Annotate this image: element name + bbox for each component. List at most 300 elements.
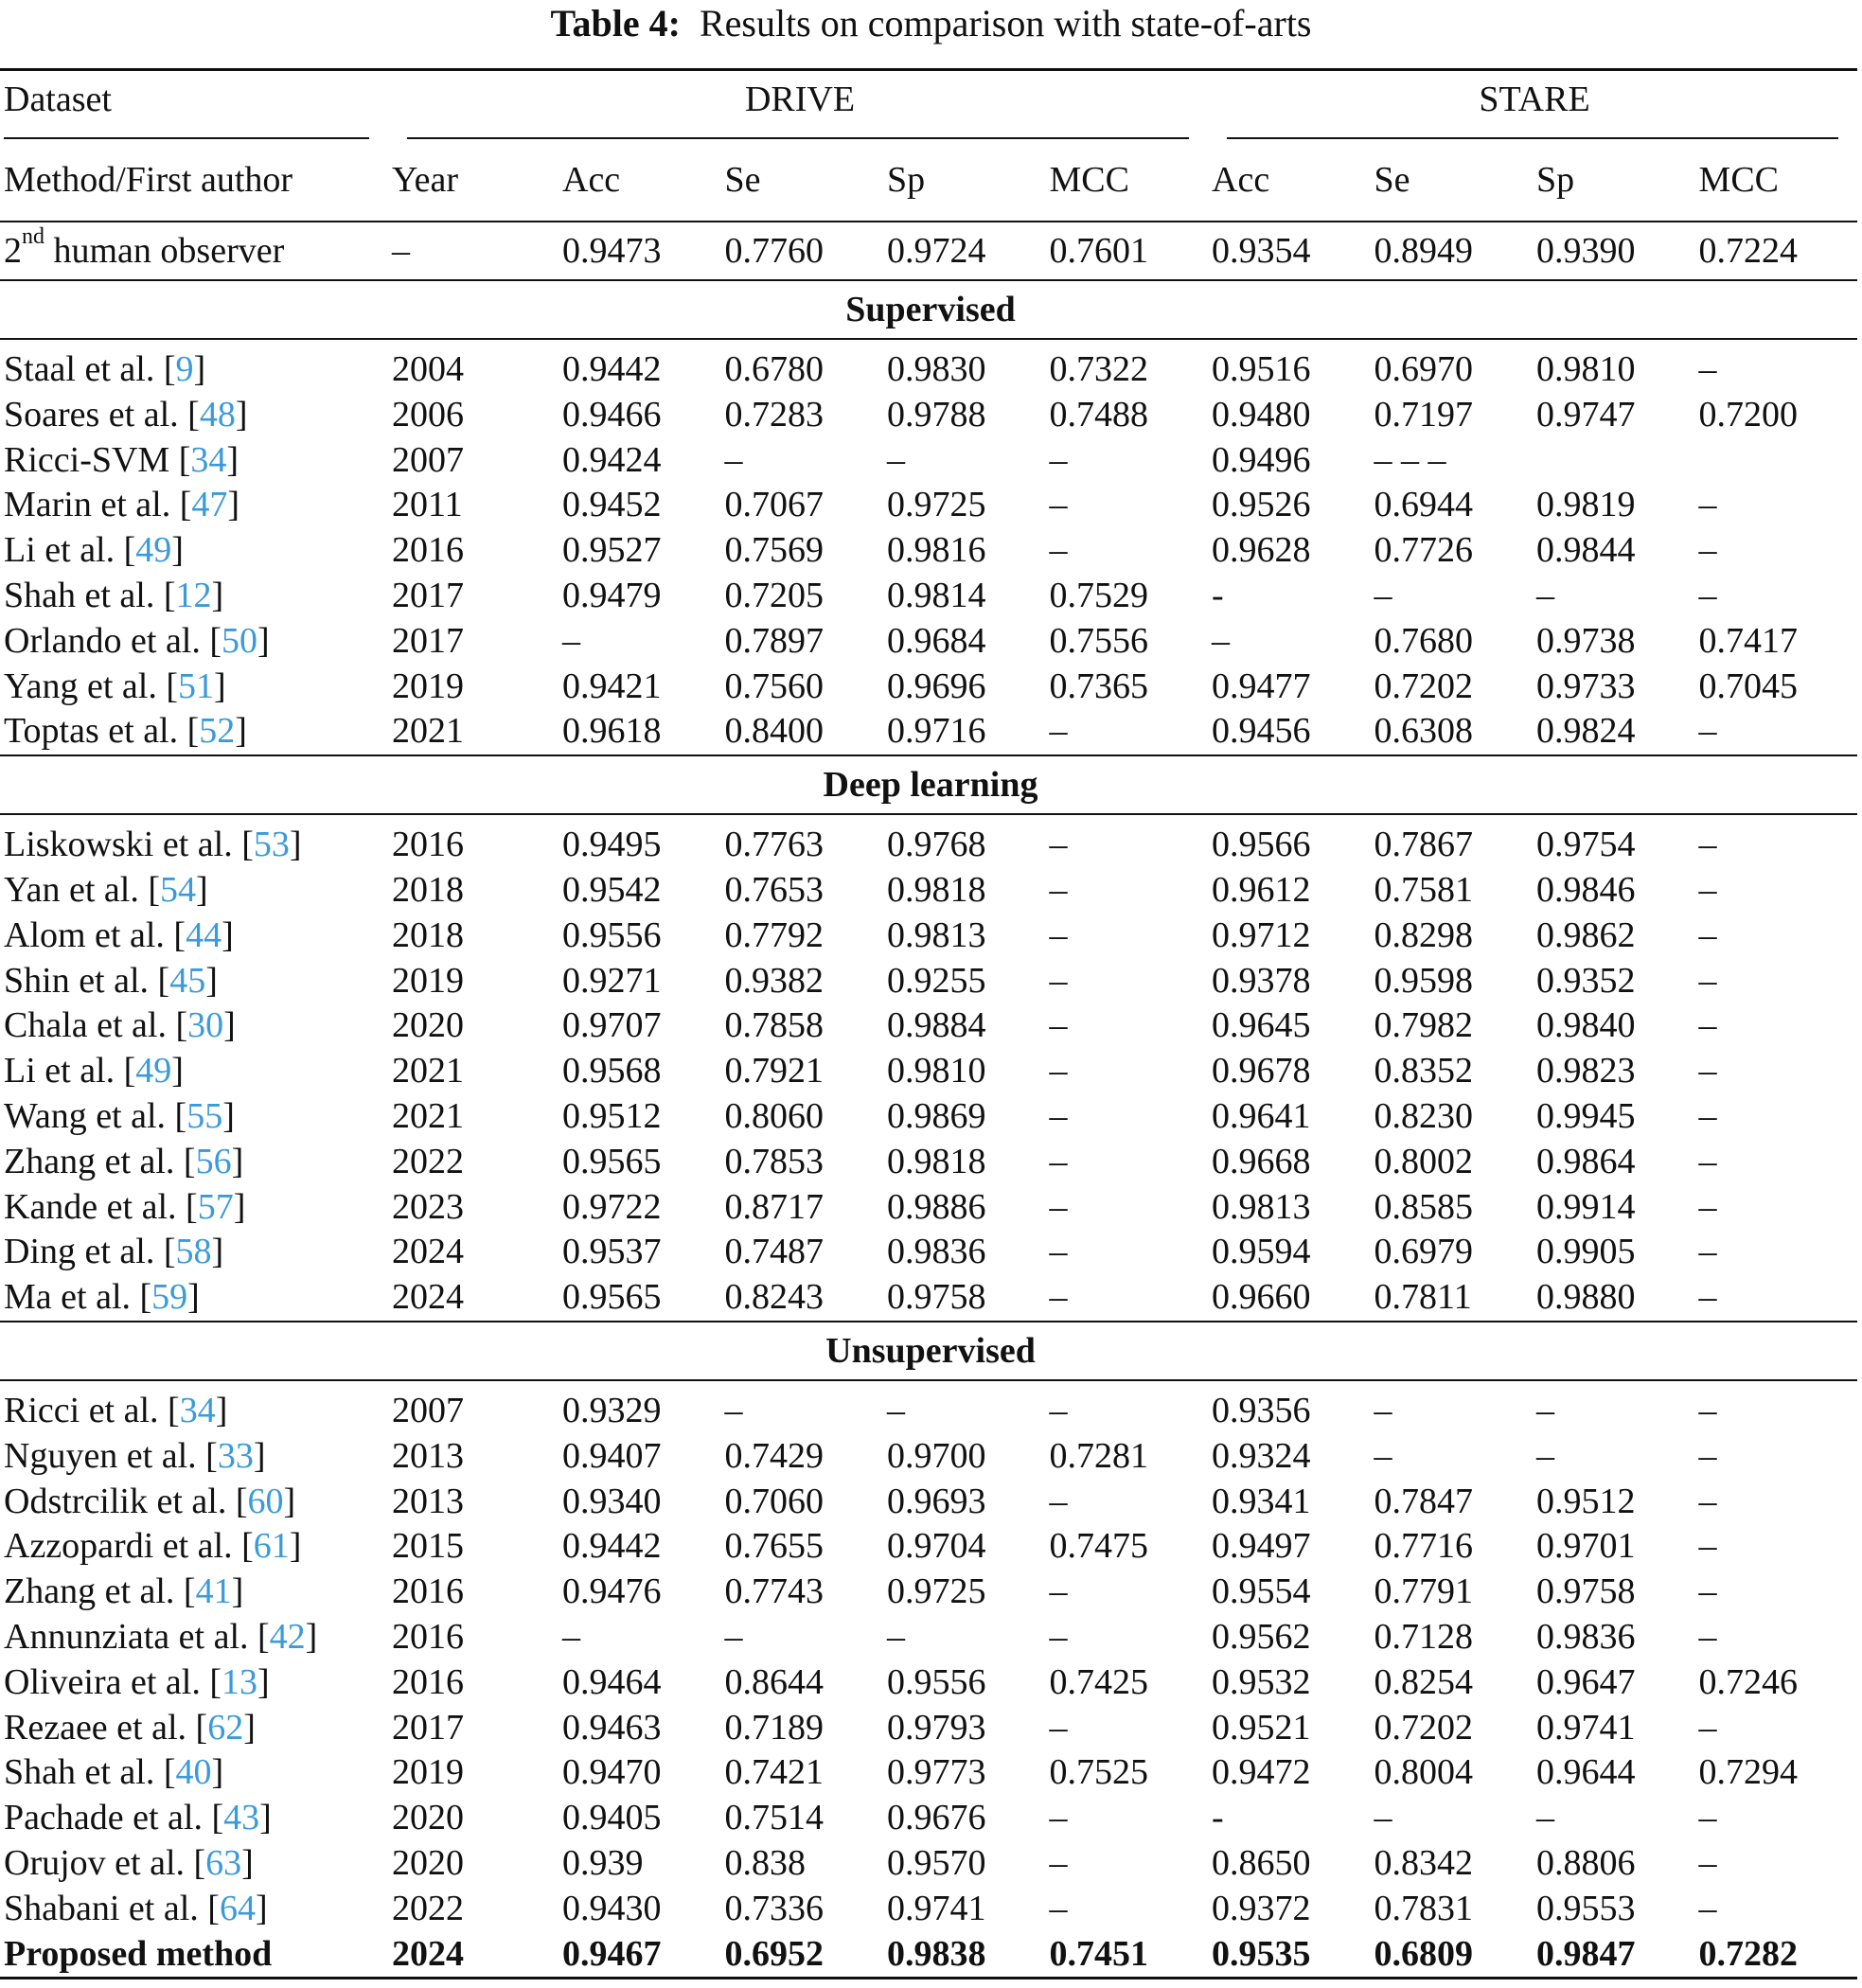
author-cell: Soares et al. [48] (4, 394, 248, 435)
reference-link[interactable]: 49 (135, 1051, 172, 1092)
value-cell: 0.7897 (724, 620, 824, 661)
metric-header: Acc (562, 160, 621, 200)
value-cell: 0.9516 (1208, 339, 1371, 393)
value-cell: 0.8585 (1374, 1186, 1474, 1227)
year-cell: 2013 (392, 1435, 464, 1476)
value-cell: 0.9693 (887, 1481, 986, 1521)
year-cell: 2021 (392, 1051, 464, 1092)
value-cell: 0.9700 (887, 1435, 986, 1476)
reference-link[interactable]: 57 (197, 1186, 234, 1227)
value-cell: 0.9788 (887, 394, 986, 435)
author-cell: Toptas et al. [52] (4, 711, 247, 752)
value-cell: 0.9678 (1212, 1051, 1311, 1092)
value-cell: 0.9442 (562, 1526, 662, 1567)
author-cell: Zhang et al. [41] (4, 1571, 244, 1612)
value-cell: 0.9372 (1212, 1888, 1311, 1928)
author-cell: Ricci et al. [34] (0, 1380, 388, 1434)
reference-link[interactable]: 55 (186, 1095, 223, 1136)
author-cell: Li et al. [49] (4, 530, 184, 571)
value-cell: 0.7760 (721, 222, 884, 280)
author-cell: Yang et al. [51] (4, 666, 226, 706)
year-cell: 2016 (392, 530, 464, 571)
table-row (0, 1887, 1857, 1932)
value-cell: – (1049, 869, 1068, 910)
reference-link[interactable]: 34 (179, 1390, 216, 1430)
value-cell: – (1046, 814, 1209, 868)
value-cell: – (1049, 1571, 1068, 1612)
table-row (0, 1049, 1857, 1094)
year-cell: 2017 (392, 1707, 464, 1748)
author-cell: Nguyen et al. [33] (4, 1435, 266, 1476)
value-cell: 0.9421 (562, 666, 662, 706)
value-cell: – (1698, 530, 1717, 571)
value-cell: 0.9645 (1212, 1005, 1311, 1046)
author-cell: Shin et al. [45] (4, 960, 218, 1001)
value-cell: 0.9768 (883, 814, 1046, 868)
author-cell: Orujov et al. [63] (4, 1842, 254, 1883)
value-cell: 0.8949 (1371, 222, 1534, 280)
value-cell: 0.9378 (1212, 960, 1311, 1001)
value-cell: 0.6780 (721, 339, 884, 393)
value-cell: 0.9594 (1212, 1232, 1311, 1272)
value-cell: 0.8002 (1374, 1141, 1474, 1181)
value-cell: 0.9819 (1536, 485, 1636, 525)
value-cell: 0.9684 (887, 620, 986, 661)
value-cell: – (1698, 1526, 1717, 1567)
year-cell: 2023 (392, 1186, 464, 1227)
reference-link[interactable]: 12 (175, 575, 212, 615)
author-cell: Annunziata et al. [42] (4, 1616, 318, 1657)
year-cell: 2016 (388, 814, 559, 868)
reference-link[interactable]: 33 (217, 1435, 254, 1476)
value-cell: 0.7202 (1374, 1707, 1474, 1748)
table-row (0, 1480, 1857, 1525)
value-cell: – (1698, 575, 1717, 615)
value-cell: 0.7417 (1698, 620, 1799, 661)
value-cell: 0.7556 (1049, 620, 1148, 661)
value-cell: 0.9818 (887, 1141, 986, 1181)
author-cell: Yan et al. [54] (4, 869, 208, 910)
value-cell: 0.9456 (1212, 711, 1311, 752)
table-row (0, 438, 1857, 484)
value-cell: – (1049, 485, 1068, 525)
value-cell: – (1698, 1141, 1717, 1181)
value-cell: 0.9340 (562, 1481, 662, 1521)
value-cell: – (1049, 1616, 1068, 1657)
reference-link[interactable]: 41 (195, 1571, 232, 1612)
value-cell: - (1212, 575, 1224, 615)
value-cell: 0.9818 (887, 869, 986, 910)
author-cell: Staal et al. [9] (0, 339, 388, 393)
table-row (0, 1094, 1857, 1140)
reference-link[interactable]: 51 (178, 666, 215, 706)
value-cell: – (1049, 530, 1068, 571)
reference-link[interactable]: 58 (175, 1232, 212, 1272)
value-cell: 0.7743 (724, 1571, 824, 1612)
value-cell: 0.7421 (724, 1752, 824, 1793)
value-cell: – (1049, 1005, 1068, 1046)
value-cell: 0.9352 (1536, 960, 1636, 1001)
value-cell: 0.9823 (1536, 1051, 1636, 1092)
value-cell: 0.9641 (1212, 1095, 1311, 1136)
value-cell: – (1046, 1380, 1209, 1434)
year-cell: 2018 (392, 914, 464, 955)
value-cell: – (1049, 914, 1068, 955)
value-cell: – (1049, 1186, 1068, 1227)
value-cell: – (1698, 1435, 1717, 1476)
table-row (0, 1841, 1857, 1887)
author-cell: Shabani et al. [64] (4, 1888, 268, 1928)
value-cell: 0.9542 (562, 869, 662, 910)
header-row-dataset (0, 70, 1857, 140)
value-cell: – (1533, 1380, 1695, 1434)
value-cell: 0.9470 (562, 1752, 662, 1793)
table-row (0, 709, 1857, 755)
value-cell: 0.9880 (1536, 1277, 1636, 1318)
reference-link[interactable]: 56 (195, 1141, 232, 1181)
table-row (0, 814, 1857, 868)
year-cell: 2022 (392, 1141, 464, 1181)
reference-link[interactable]: 60 (247, 1481, 284, 1521)
value-cell: 0.9914 (1536, 1186, 1636, 1227)
value-cell: 0.9668 (1212, 1141, 1311, 1181)
value-cell: 0.7246 (1698, 1661, 1799, 1702)
metric-header: Sp (1536, 160, 1575, 200)
value-cell (1695, 438, 1858, 484)
author-cell: Ma et al. [59] (4, 1277, 200, 1318)
value-cell: 0.9479 (562, 575, 662, 615)
value-cell: 0.9701 (1536, 1526, 1636, 1567)
value-cell: – (1698, 1798, 1717, 1838)
value-cell: 0.939 (562, 1842, 644, 1883)
value-cell: – (1698, 1842, 1717, 1883)
value-cell: 0.7202 (1374, 666, 1474, 706)
table-row (0, 1275, 1857, 1322)
value-cell: 0.9741 (887, 1888, 986, 1928)
reference-link[interactable]: 63 (205, 1842, 242, 1883)
reference-link[interactable]: 54 (160, 869, 197, 910)
year-cell: 2007 (388, 1380, 559, 1434)
value-cell: – (1698, 1481, 1717, 1521)
value-cell: 0.7811 (1374, 1277, 1472, 1318)
value-cell: 0.9341 (1212, 1481, 1311, 1521)
reference-link[interactable]: 62 (207, 1707, 244, 1748)
reference-link[interactable]: 9 (175, 349, 194, 389)
value-cell: 0.9477 (1212, 666, 1311, 706)
value-cell: 0.9463 (562, 1707, 662, 1748)
dataset-label: Dataset (0, 70, 388, 140)
year-cell: 2020 (392, 1798, 464, 1838)
value-cell: 0.9884 (887, 1005, 986, 1046)
section-header-row (0, 1322, 1857, 1380)
value-cell: – (1049, 1232, 1068, 1272)
value-cell: 0.7867 (1371, 814, 1534, 868)
value-cell: 0.7763 (721, 814, 884, 868)
reference-link[interactable]: 59 (151, 1277, 188, 1318)
value-cell: 0.9696 (887, 666, 986, 706)
value-cell: 0.9430 (562, 1888, 662, 1928)
value-cell: 0.8806 (1536, 1842, 1636, 1883)
reference-link[interactable]: 44 (186, 914, 222, 955)
value-cell: 0.9497 (1212, 1526, 1311, 1567)
value-cell: 0.8400 (724, 711, 824, 752)
value-cell: – (1698, 914, 1717, 955)
value-cell: 0.7726 (1374, 530, 1474, 571)
table-row (0, 1434, 1857, 1480)
value-cell: 0.9725 (887, 485, 986, 525)
value-cell: 0.9824 (1536, 711, 1636, 752)
year-cell: 2016 (392, 1661, 464, 1702)
value-cell: 0.6944 (1374, 485, 1474, 525)
value-cell: – (1049, 1888, 1068, 1928)
value-cell: 0.9886 (887, 1186, 986, 1227)
value-cell: 0.9813 (1212, 1186, 1311, 1227)
value-cell: 0.7224 (1695, 222, 1858, 280)
value-cell: 0.9816 (887, 530, 986, 571)
author-cell: Oliveira et al. [13] (4, 1661, 270, 1702)
reference-link[interactable]: 52 (199, 711, 236, 752)
table-row (0, 914, 1857, 959)
value-cell: – (887, 1616, 905, 1657)
metric-header: MCC (1049, 160, 1129, 200)
author-cell: Shah et al. [40] (4, 1752, 224, 1793)
value-cell: 0.9758 (1536, 1571, 1636, 1612)
caption-text: Results on comparison with state-of-arts (699, 2, 1312, 44)
metric-header: Acc (1212, 160, 1270, 200)
value-cell: 0.9476 (562, 1571, 662, 1612)
value-cell: 0.7283 (724, 394, 824, 435)
table-row (0, 1796, 1857, 1841)
value-cell: 0.9864 (1536, 1141, 1636, 1181)
value-cell: 0.9814 (887, 575, 986, 615)
value-cell: 0.9725 (887, 1571, 986, 1612)
value-cell: 0.7282 (1695, 1932, 1858, 1979)
reference-link[interactable]: 61 (253, 1526, 290, 1567)
value-cell: 0.9473 (559, 222, 721, 280)
value-cell: – (1698, 1005, 1717, 1046)
value-cell: 0.7569 (724, 530, 824, 571)
value-cell: 0.9424 (562, 439, 662, 480)
value-cell: 0.7067 (724, 485, 824, 525)
value-cell: 0.9758 (887, 1277, 986, 1318)
table-row (0, 665, 1857, 710)
value-cell: 0.7294 (1698, 1752, 1799, 1793)
value-cell: 0.9562 (1212, 1616, 1311, 1657)
value-cell: 0.7281 (1049, 1435, 1148, 1476)
value-cell: 0.7525 (1049, 1752, 1148, 1793)
table-caption (0, 0, 1862, 55)
value-cell: 0.9945 (1536, 1095, 1636, 1136)
value-cell: 0.7847 (1374, 1481, 1474, 1521)
value-cell: 0.9390 (1533, 222, 1695, 280)
value-cell: 0.9324 (1212, 1435, 1311, 1476)
proposed-year: 2024 (388, 1932, 559, 1979)
value-cell: 0.9512 (1536, 1481, 1636, 1521)
reference-link[interactable]: 48 (199, 394, 236, 435)
value-cell: 0.6308 (1374, 711, 1474, 752)
value-cell: 0.9356 (1208, 1380, 1371, 1434)
value-cell: 0.7045 (1698, 666, 1799, 706)
reference-link[interactable]: 43 (223, 1798, 260, 1838)
author-cell: Chala et al. [30] (4, 1005, 236, 1046)
metric-header: MCC (1698, 160, 1780, 200)
value-cell: 0.9407 (562, 1435, 662, 1476)
value-cell: 0.7581 (1374, 869, 1474, 910)
value-cell: 0.7514 (724, 1798, 824, 1838)
metric-header: Se (1374, 160, 1410, 200)
year-cell: 2013 (392, 1481, 464, 1521)
value-cell: 0.9467 (559, 1932, 721, 1979)
value-cell: 0.8342 (1374, 1842, 1474, 1883)
value-cell: – (1049, 1141, 1068, 1181)
year-cell: 2015 (392, 1526, 464, 1567)
value-cell: 0.9846 (1536, 869, 1636, 910)
value-cell: 0.7200 (1698, 394, 1799, 435)
value-cell: 0.9644 (1536, 1752, 1636, 1793)
value-cell: 0.9712 (1212, 914, 1311, 955)
value-cell: – (1698, 1707, 1717, 1748)
value-cell: 0.7189 (724, 1707, 824, 1748)
value-cell: 0.6809 (1371, 1932, 1534, 1979)
value-cell: 0.7197 (1374, 394, 1474, 435)
results-table (0, 68, 1857, 1979)
year-cell: 2016 (392, 1571, 464, 1612)
reference-link[interactable]: 13 (222, 1661, 258, 1702)
table-row (0, 574, 1857, 619)
table-row (0, 1140, 1857, 1185)
value-cell: 0.8230 (1374, 1095, 1474, 1136)
value-cell: – (1698, 711, 1717, 752)
value-cell: 0.9537 (562, 1232, 662, 1272)
table-row (0, 1660, 1857, 1706)
reference-link[interactable]: 42 (269, 1616, 306, 1657)
value-cell: 0.9565 (562, 1277, 662, 1318)
author-cell: Kande et al. [57] (4, 1186, 246, 1227)
author-cell: Shah et al. [12] (4, 575, 224, 615)
value-cell: 0.8352 (1374, 1051, 1474, 1092)
value-cell: 0.9598 (1374, 960, 1474, 1001)
table-row (0, 1185, 1857, 1231)
reference-link[interactable]: 49 (135, 530, 172, 571)
table-row (0, 1230, 1857, 1275)
value-cell: 0.7853 (724, 1141, 824, 1181)
value-cell: 0.9521 (1212, 1707, 1311, 1748)
metric-header: Sp (887, 160, 926, 200)
value-cell: – (1698, 1571, 1717, 1612)
value-cell: 0.9565 (562, 1141, 662, 1181)
value-cell: 0.9452 (562, 485, 662, 525)
value-cell: 0.9707 (562, 1005, 662, 1046)
table-row (0, 528, 1857, 574)
reference-link[interactable]: 30 (187, 1005, 224, 1046)
table-row (0, 619, 1857, 665)
year-cell: 2020 (392, 1005, 464, 1046)
value-cell: 0.9329 (559, 1380, 721, 1434)
value-cell: 0.9905 (1536, 1232, 1636, 1272)
value-cell: 0.9570 (887, 1842, 986, 1883)
value-cell: – (1049, 711, 1068, 752)
value-cell: – (1374, 1798, 1392, 1838)
proposed-label: Proposed method (0, 1932, 388, 1979)
reference-link[interactable]: 50 (222, 620, 258, 661)
value-cell: – (1695, 1380, 1858, 1434)
value-cell: 0.7858 (724, 1005, 824, 1046)
group-stare: STARE (1208, 70, 1857, 140)
value-cell: 0.7655 (724, 1526, 824, 1567)
reference-link[interactable]: 47 (191, 485, 228, 525)
author-cell: Zhang et al. [56] (4, 1141, 244, 1181)
table-row (0, 1003, 1857, 1049)
year-cell: 2019 (392, 1752, 464, 1793)
value-cell: – (1536, 1435, 1555, 1476)
value-cell: – (1698, 1616, 1717, 1657)
value-cell: 0.9466 (562, 394, 662, 435)
reference-link[interactable]: 34 (190, 439, 227, 480)
year-cell: 2016 (392, 1616, 464, 1657)
author-cell: Alom et al. [44] (4, 914, 234, 955)
value-cell: – (1698, 1186, 1717, 1227)
value-cell: 0.9255 (887, 960, 986, 1001)
reference-link[interactable]: 64 (219, 1888, 256, 1928)
value-cell: 0.7205 (724, 575, 824, 615)
value-cell: 0.9472 (1212, 1752, 1311, 1793)
value-cell: 0.9836 (887, 1232, 986, 1272)
table-row (0, 1750, 1857, 1796)
value-cell: 0.7475 (1049, 1526, 1148, 1567)
value-cell: 0.9733 (1536, 666, 1636, 706)
value-cell: 0.7653 (724, 869, 824, 910)
value-cell: 0.7060 (724, 1481, 824, 1521)
value-cell: 0.7322 (1046, 339, 1209, 393)
value-cell: 0.9526 (1212, 485, 1311, 525)
value-cell: 0.7529 (1049, 575, 1148, 615)
section-title: Unsupervised (0, 1322, 1857, 1380)
author-cell: Orlando et al. [50] (4, 620, 270, 661)
value-cell: 0.9869 (887, 1095, 986, 1136)
value-cell: 0.8254 (1374, 1661, 1474, 1702)
value-cell: 0.9618 (562, 711, 662, 752)
reference-link[interactable]: 45 (169, 960, 206, 1001)
value-cell: – (1371, 1380, 1534, 1434)
value-cell: 0.9724 (883, 222, 1046, 280)
value-cell: 0.9862 (1536, 914, 1636, 955)
value-cell: 0.6979 (1374, 1232, 1474, 1272)
value-cell: – (1536, 575, 1555, 615)
year-label: Year (392, 160, 459, 200)
reference-link[interactable]: 53 (253, 825, 290, 865)
year-cell: 2019 (392, 666, 464, 706)
value-cell: 0.9554 (1212, 1571, 1311, 1612)
value-cell: 0.9480 (1212, 394, 1311, 435)
value-cell: 0.7982 (1374, 1005, 1474, 1046)
value-cell: 0.9512 (562, 1095, 662, 1136)
value-cell: 0.9847 (1533, 1932, 1695, 1979)
value-cell: 0.9704 (887, 1526, 986, 1567)
value-cell: – (1049, 1798, 1068, 1838)
value-cell: 0.8060 (724, 1095, 824, 1136)
value-cell: – (1212, 620, 1231, 661)
reference-link[interactable]: 40 (175, 1752, 212, 1793)
header-row-metrics (0, 139, 1857, 222)
author-cell: Wang et al. [55] (4, 1095, 235, 1136)
value-cell: – (1698, 1277, 1717, 1318)
value-cell: 0.9676 (887, 1798, 986, 1838)
value-cell: – (1049, 439, 1068, 480)
value-cell: 0.8650 (1212, 1842, 1311, 1883)
value-cell: 0.9838 (883, 1932, 1046, 1979)
method-label: Method/First author (4, 160, 293, 200)
caption-label: Table 4: (550, 2, 681, 44)
